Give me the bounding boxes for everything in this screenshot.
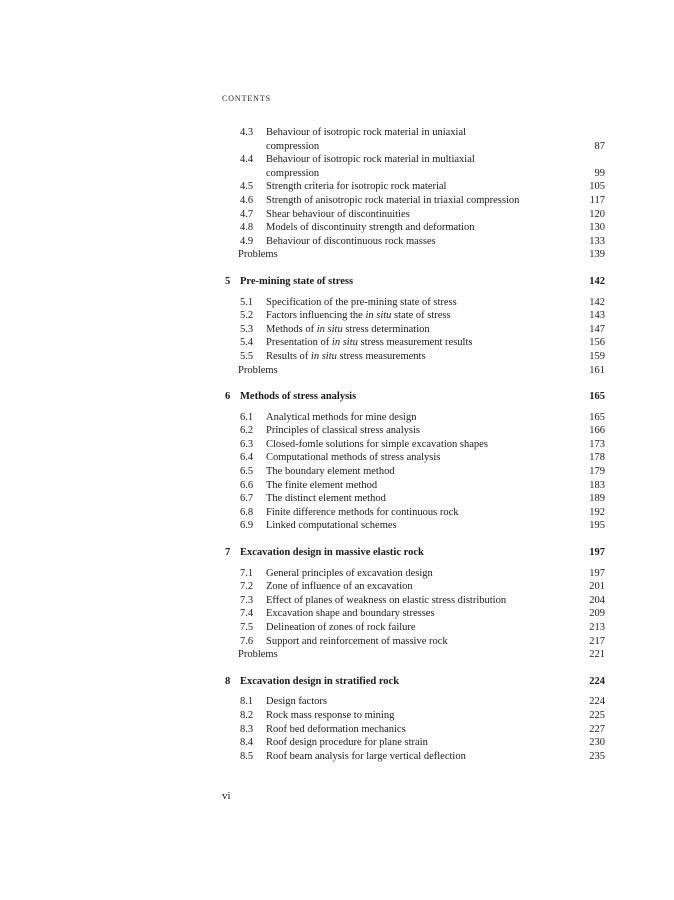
toc-chapter-title: Excavation design in stratified rock [240,675,400,687]
toc-entry-row [222,140,605,154]
toc-entry-row [222,607,605,621]
toc-entry-title [266,736,575,750]
toc-entry-title [266,635,575,649]
toc-entry-page: 227 [589,723,605,735]
toc-title-text: compression [266,167,320,179]
toc-entry-title [266,194,575,208]
toc-entry-title [266,594,575,608]
toc-entry-number: 4.8 [240,222,254,234]
toc-title-text: Behaviour of isotropic rock material in multiaxial [266,154,475,166]
toc-entry-number: 7.5 [240,622,254,633]
page-header: CONTENTS [222,94,271,103]
toc-chapter-row [222,675,605,689]
toc-entry-page: 225 [589,709,605,721]
toc-entry-number: 4.5 [240,181,254,193]
toc-entry-page: 213 [589,622,605,633]
toc-entry-title [266,479,575,493]
toc-entry-number: 4.9 [240,235,254,247]
toc-title-text: The finite element method [266,479,378,491]
toc-chapter-row [222,546,605,560]
toc-entry-page: 130 [589,222,605,234]
toc-entry-number: 6.5 [240,466,254,478]
toc-entry-title [266,438,575,452]
toc-entry-title [266,465,575,479]
toc-title-text: Roof bed deformation mechanics [266,723,406,735]
toc-entry-title [266,621,575,635]
toc-entry-page: 99 [594,167,605,179]
toc-title-text: Finite difference methods for continuous rock [266,506,459,518]
toc-chapter-title: Pre-mining state of stress [240,275,354,287]
toc-entry-row [222,438,605,452]
toc-entry-title [266,309,575,323]
toc-entry-page: 156 [589,337,605,349]
toc-entry-number: 6.6 [240,479,254,491]
toc-entry-row [222,519,605,533]
toc-entry-page: 105 [589,181,605,193]
toc-chapter-page: 165 [589,391,605,403]
toc-entry-number: 4.4 [240,154,254,166]
toc-entry-page: 189 [589,493,605,505]
toc-entry-number: 6.2 [240,425,254,437]
toc-entry-title [266,607,575,621]
toc-title-text: Support and reinforcement of massive rock [266,635,448,647]
toc-entry-page: 87 [594,140,605,152]
toc-entry-row [222,167,605,181]
toc-entry-row [222,296,605,310]
toc-entry-page: 183 [589,479,605,491]
toc-title-text: Shear behaviour of discontinuities [266,208,410,220]
toc-entry-title [266,336,575,350]
toc-entry-title [266,235,575,249]
toc-title-text: Presentation of [266,337,332,349]
toc-entry-page: 142 [589,296,605,308]
toc-entry-page: 217 [589,635,605,647]
toc-title-text: Analytical methods for mine design [266,411,417,423]
toc-entry-number: 6.9 [240,520,254,532]
toc-chapter-number: 7 [225,547,231,559]
toc-chapter-row [222,275,605,289]
toc-entry-title [266,492,575,506]
toc-entry-title [266,350,575,364]
toc-entry-row [222,723,605,737]
toc-title-text: Linked computational schemes [266,520,397,532]
toc-entry-row [222,194,605,208]
toc-entry-row [222,424,605,438]
toc-entry-number: 6.3 [240,438,254,450]
toc-title-text: Roof beam analysis for large vertical deflection [266,750,466,762]
toc-title-text: Results of [266,350,311,362]
toc-title-text: Effect of planes of weakness on elastic stress distribution [266,594,507,606]
toc-entry-row [222,506,605,520]
toc-entry-title [266,567,575,581]
toc-entry-page: 209 [589,608,605,620]
toc-entry-row [222,180,605,194]
toc-title-text: stress measurements [336,350,426,362]
toc-entry-row [222,336,605,350]
toc-entry-title [266,167,575,181]
toc-title-text: Roof design procedure for plane strain [266,737,428,749]
toc-title-text: Zone of influence of an excavation [266,581,413,593]
toc-problems-page: 161 [589,364,605,376]
toc-entry-number: 7.6 [240,635,254,647]
toc-chapter-number: 6 [225,391,231,403]
toc-problems-row [222,648,605,662]
toc-title-text: Delineation of zones of rock failure [266,622,416,633]
toc-title-text: Principles of classical stress analysis [266,425,420,437]
page-footer: vi [222,790,231,802]
toc-title-text: Factors influencing the [266,310,366,322]
toc-chapter-page: 142 [589,275,605,287]
toc-entry-title [266,221,575,235]
toc-entry-page: 197 [589,567,605,579]
toc-entry-number: 6.1 [240,411,254,423]
toc-title-text: Specification of the pre-mining state of stress [266,296,457,308]
toc-title-italic-text: in situ [310,350,337,362]
toc-entry-page: 166 [589,425,605,437]
toc-entry-page: 178 [589,452,605,464]
toc-entry-row [222,309,605,323]
toc-entry-number: 8.1 [240,696,254,708]
toc-entry-page: 230 [589,737,605,749]
toc-entry-title [266,323,575,337]
toc-entry-row [222,323,605,337]
toc-entry-page: 224 [589,696,605,708]
toc-title-text: Strength criteria for isotropic rock material [266,181,447,193]
toc-entry-number: 5.4 [240,337,254,349]
toc-entry-title [266,180,575,194]
toc-entry-row [222,479,605,493]
toc-entry-title [266,750,575,764]
toc-entry-row [222,465,605,479]
toc-entry-row [222,594,605,608]
toc-title-text: Rock mass response to mining [266,709,395,721]
toc-entry-number: 6.7 [240,493,254,505]
toc-entry-number: 4.7 [240,208,254,220]
toc-problems-label: Problems [238,364,278,376]
toc-entry-row [222,208,605,222]
toc-entry-page: 192 [589,506,605,518]
toc-entry-row [222,221,605,235]
toc-title-text: General principles of excavation design [266,567,433,579]
toc-chapter-number: 5 [225,275,231,287]
toc-title-text: state of stress [391,310,451,322]
toc-entry-page: 204 [589,594,605,606]
toc-entry-row [222,153,605,167]
toc-entry-title [266,126,575,140]
toc-entry-number: 8.5 [240,750,254,762]
toc-entry-row [222,750,605,764]
toc-chapter-title: Excavation design in massive elastic rock [240,547,424,559]
toc-entry-number: 4.3 [240,127,254,138]
toc-entry-page: 165 [589,411,605,423]
toc-entry-title [266,580,575,594]
toc-entry-title [266,424,575,438]
toc-entry-page: 195 [589,520,605,532]
toc-title-text: The boundary element method [266,466,395,478]
toc-entry-title [266,296,575,310]
toc-entry-row [222,411,605,425]
toc-entry-number: 7.3 [240,594,254,606]
toc-entry-title [266,709,575,723]
toc-entry-title [266,519,575,533]
toc-title-text: compression [266,140,320,152]
toc-entry-row [222,350,605,364]
toc-chapter-row [222,390,605,404]
toc-title-text: Methods of [266,323,317,335]
toc-entry-number: 7.1 [240,567,254,579]
toc-entry-row [222,580,605,594]
toc-title-text: Behaviour of discontinuous rock masses [266,235,436,247]
toc-entry-number: 8.3 [240,723,254,735]
toc-title-italic-text: in situ [331,337,358,349]
toc-problems-row [222,248,605,262]
toc-entry-number: 5.3 [240,323,254,335]
toc-entry-row [222,709,605,723]
toc-entry-number: 8.2 [240,709,254,721]
toc-entry-row [222,736,605,750]
toc-entry-page: 117 [589,194,605,206]
toc-entry-number: 4.6 [240,194,254,206]
toc-entry-row [222,235,605,249]
toc-title-text: Closed-fomle solutions for simple excavation shapes [266,438,488,450]
toc-problems-page: 221 [589,649,605,661]
toc-entry-page: 133 [589,235,605,247]
toc-chapter-number: 8 [225,675,231,687]
toc-title-text: Models of discontinuity strength and deformation [266,222,475,234]
toc-entry-number: 6.4 [240,452,254,464]
toc-entry-page: 147 [589,323,605,335]
toc-entry-title [266,208,575,222]
toc-title-text: Strength of anisotropic rock material in triaxial compression [266,194,520,206]
toc-entry-row [222,567,605,581]
toc-entry-number: 8.4 [240,737,254,749]
toc-problems-label: Problems [238,649,278,661]
toc-problems-row [222,364,605,378]
toc-list [222,126,605,763]
toc-problems-page: 139 [589,249,605,261]
toc-title-text: stress measurement results [357,337,473,349]
toc-entry-row [222,451,605,465]
toc-title-text: Behaviour of isotropic rock material in uniaxial [266,127,467,138]
toc-entry-title [266,153,575,167]
toc-entry-title [266,140,575,154]
toc-entry-number: 5.1 [240,296,254,308]
toc-entry-number: 5.5 [240,350,254,362]
toc-title-text: The distinct element method [266,493,386,505]
toc-title-italic-text: in situ [365,310,392,322]
toc-entry-row [222,492,605,506]
toc-entry-page: 173 [589,438,605,450]
toc-chapter-page: 197 [589,547,605,559]
toc-entry-page: 120 [589,208,605,220]
toc-entry-number: 5.2 [240,310,254,322]
toc-entry-title [266,506,575,520]
toc-entry-page: 235 [589,750,605,762]
toc-entry-row [222,621,605,635]
toc-entry-page: 159 [589,350,605,362]
toc-entry-page: 179 [589,466,605,478]
toc-entry-title [266,695,575,709]
toc-title-text: Computational methods of stress analysis [266,452,441,464]
toc-title-text: stress determination [342,323,430,335]
toc-entry-page: 201 [589,581,605,593]
toc-entry-row [222,635,605,649]
toc-title-text: Design factors [266,696,327,708]
toc-entry-page: 143 [589,310,605,322]
toc-entry-number: 6.8 [240,506,254,518]
toc-entry-number: 7.2 [240,581,254,593]
toc-entry-title [266,451,575,465]
toc-title-text: Excavation shape and boundary stresses [266,608,435,620]
toc-problems-label: Problems [238,249,278,261]
toc-entry-title [266,411,575,425]
toc-chapter-title: Methods of stress analysis [240,391,357,403]
toc-entry-row [222,695,605,709]
toc-entry-row [222,126,605,140]
toc-entry-title [266,723,575,737]
toc-chapter-page: 224 [589,675,605,687]
toc-title-italic-text: in situ [316,323,343,335]
toc-entry-number: 7.4 [240,608,254,620]
